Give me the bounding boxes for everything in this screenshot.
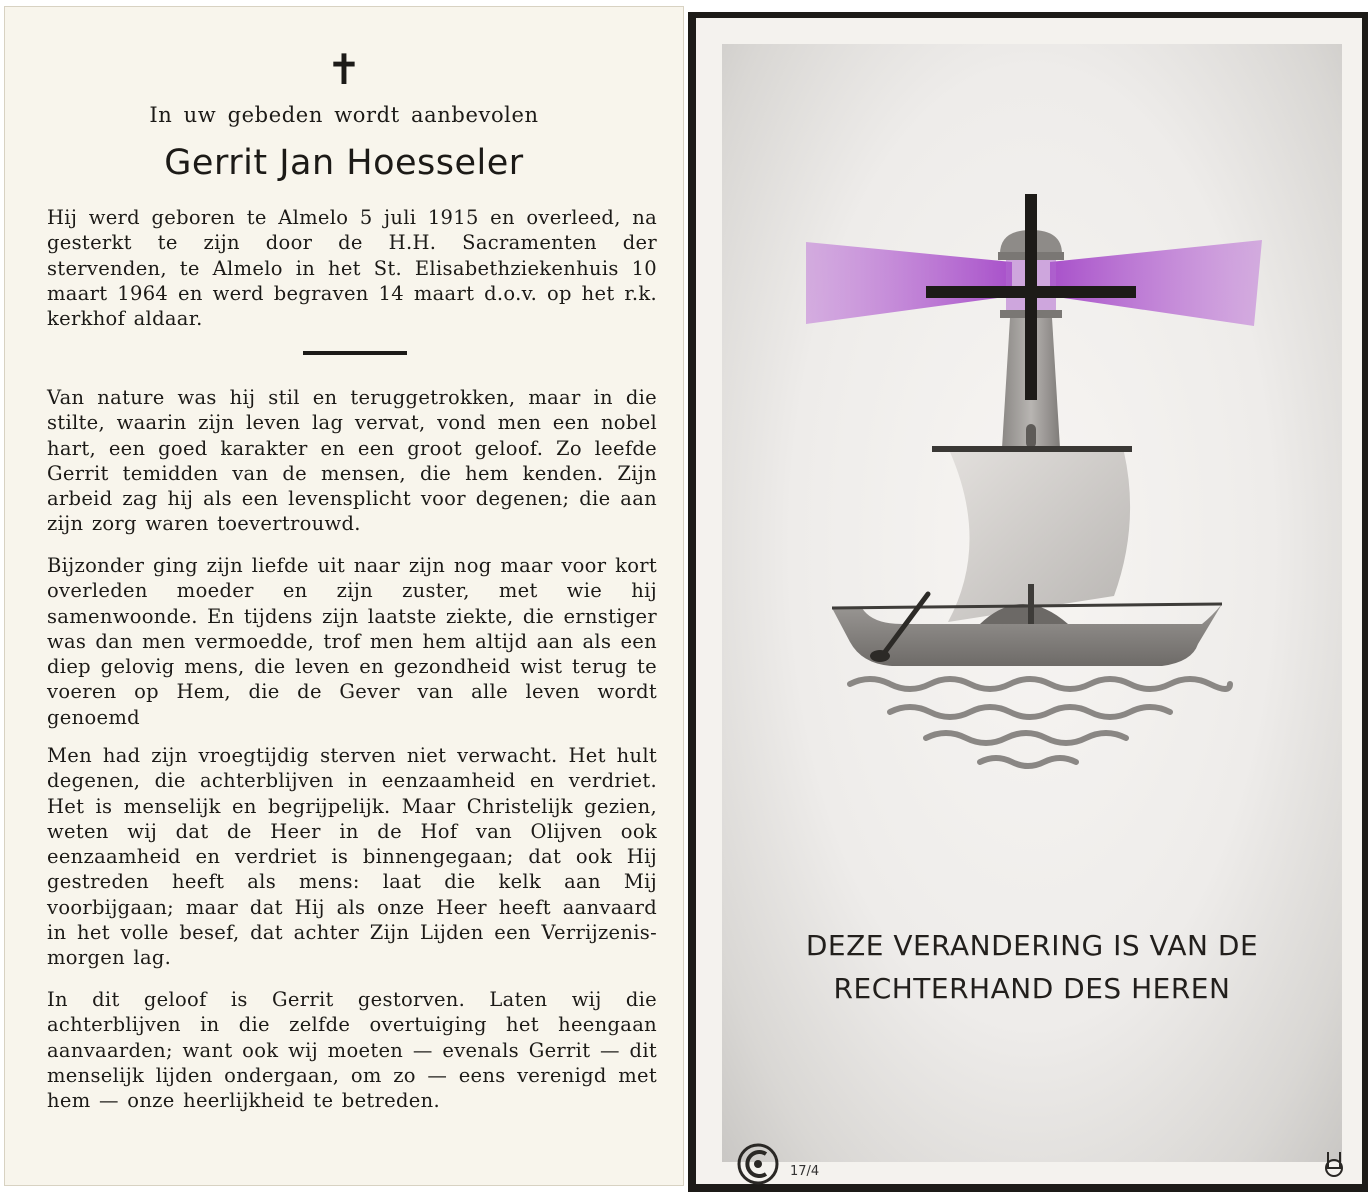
intro-line: In uw gebeden wordt aanbevolen: [149, 103, 539, 127]
faith-paragraph: Men had zijn vroegtijdig sterven niet verwacht. Het hult degenen, die achterblijven in eenzaamheid en verdriet. Het is menselijk en begrijpelijk. Maar Christelijk gezien, weten wij dat de Heer in de Hof van Olijven ook eenzaamheid en verdriet is binnengegaan; dat ook Hij gestreden heeft als mens: laat die kelk aan Mij voorbijgaan; maar dat Hij als onze Heer heeft aanvaard in het volle besef, dat achter Zijn Lijden een Verrijzenis-morgen lag.: [47, 744, 657, 970]
memorial-image-card: [688, 12, 1368, 1192]
family-paragraph: Bijzonder ging zijn liefde uit naar zijn nog maar voor kort overleden moeder en zijn zuster, met wie hij samenwoonde. En tijdens zijn laatste ziekte, die ernstiger was dan men vermoedde, trof men hem altijd aan als een diep gelovig mens, die leven en gezondheid wist terug te voeren op Hem, die de Gever van alle leven wordt genoemd: [47, 554, 657, 729]
birth-death-paragraph: Hij werd geboren te Almelo 5 juli 1915 en overleed, na gesterkt te zijn door de H.H. Sacramenten der stervenden, te Almelo in het St. Elisabethziekenhuis 10 maart 1964 en werd begraven 14 maart d.o.v. op het r.k. kerkhof aldaar.: [47, 206, 657, 331]
publisher-logo-icon: [736, 1142, 780, 1186]
cross-icon: [926, 194, 1136, 400]
deceased-name: Gerrit Jan Hoesseler: [164, 143, 524, 183]
light-beam-left: [806, 242, 1012, 324]
sail: [948, 452, 1130, 624]
cross-icon: ✝: [326, 45, 362, 94]
memorial-text-card: [4, 6, 684, 1186]
motto: [722, 924, 1342, 1010]
light-beam-right: [1050, 240, 1262, 326]
printer-mark-icon: [1322, 1148, 1346, 1178]
divider: [303, 351, 407, 355]
card-code: 17/4: [790, 1164, 820, 1179]
motto-line-2: RECHTERHAND DES HEREN: [833, 972, 1231, 1005]
motto-line-1: DEZE VERANDERING IS VAN DE: [805, 929, 1259, 962]
waves: [850, 679, 1230, 766]
image-area: [722, 44, 1342, 1179]
closing-paragraph: In dit geloof is Gerrit gestorven. Laten wij die achterblijven in die zelfde overtuiging het heengaan aanvaarden; want ook wij moeten — evenals Gerrit — dit menselijk lijden ondergaan, om zo — eens verenigd met hem — onze heerlijkheid te betreden.: [47, 988, 657, 1113]
character-paragraph: Van nature was hij stil en teruggetrokken, maar in die stilte, waarin zijn leven lag vervat, vond men een nobel hart, een goed karakter en een groot geloof. Zo leefde Gerrit temidden van de mensen, die hem kenden. Zijn arbeid zag hij als een levensplicht voor degenen; die aan zijn zorg waren toevertrouwd.: [47, 386, 657, 536]
image-frame: [696, 18, 1362, 1184]
